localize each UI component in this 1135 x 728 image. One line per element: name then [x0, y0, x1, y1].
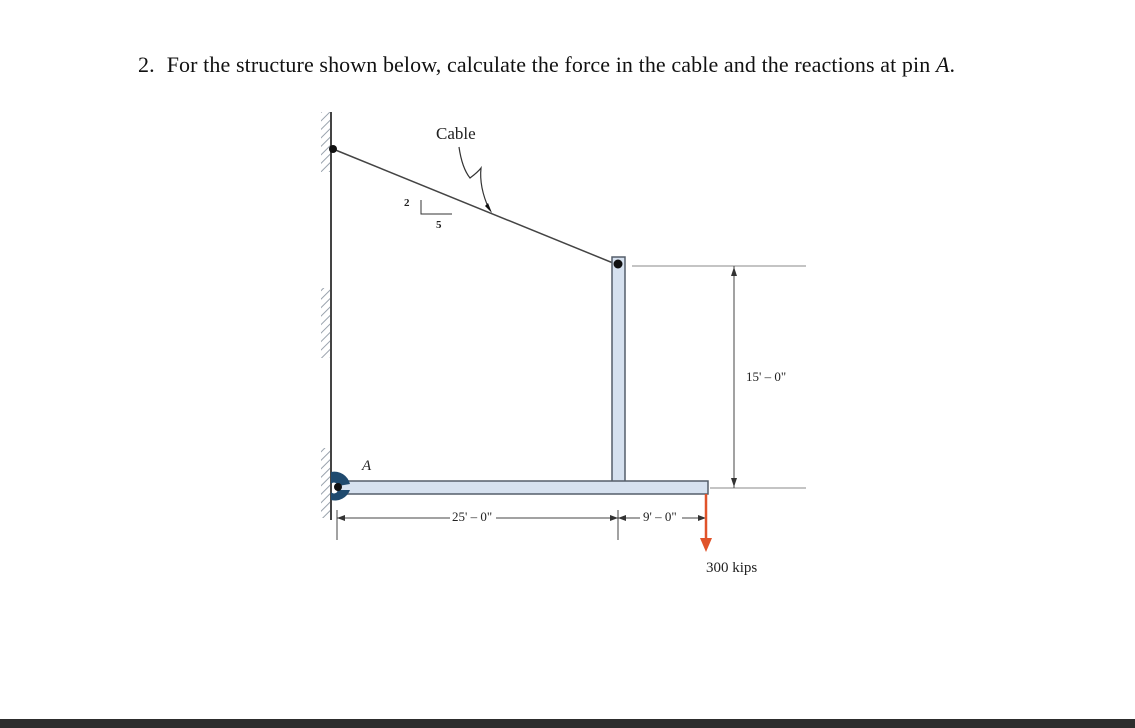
dim-arrow-bottom-icon	[731, 478, 737, 487]
problem-text: For the structure shown below, calculate the force in the cable and the reactions at pin	[166, 52, 931, 77]
cable-wall-anchor	[329, 145, 337, 153]
cable-label-leader	[459, 147, 489, 209]
wall-hatch-middle	[321, 288, 330, 358]
problem-period: .	[949, 52, 956, 77]
bottom-bar	[0, 719, 1135, 728]
vertical-member	[612, 257, 625, 490]
problem-number: 2.	[138, 52, 155, 77]
wall-hatch-bottom	[321, 448, 330, 518]
cable	[333, 149, 618, 265]
problem-pin-label: A	[935, 52, 950, 77]
load-label: 300 kips	[706, 560, 758, 576]
slope-run-label: 5	[436, 219, 442, 231]
wall-hatch-top	[321, 112, 330, 172]
dim-arrow-top-icon	[731, 267, 737, 276]
slope-rise-label: 2	[404, 197, 410, 209]
dim-right-label: 9' – 0"	[643, 509, 677, 524]
pin-A	[334, 483, 342, 491]
cable-label: Cable	[436, 124, 476, 143]
dim-vertical-label: 15' – 0"	[746, 369, 787, 384]
slope-triangle	[421, 200, 452, 214]
pin-A-label: A	[362, 458, 372, 474]
dim-left-label: 25' – 0"	[452, 509, 493, 524]
dim-arrow-mid-left-icon	[610, 515, 618, 521]
cable-member-pin	[614, 260, 623, 269]
dim-arrow-left-icon	[337, 515, 345, 521]
horizontal-beam	[338, 481, 708, 494]
pin-support	[331, 472, 350, 486]
dim-arrow-mid-right-icon	[618, 515, 626, 521]
pin-support-lower	[331, 490, 350, 501]
load-arrow-head-icon	[700, 538, 712, 552]
